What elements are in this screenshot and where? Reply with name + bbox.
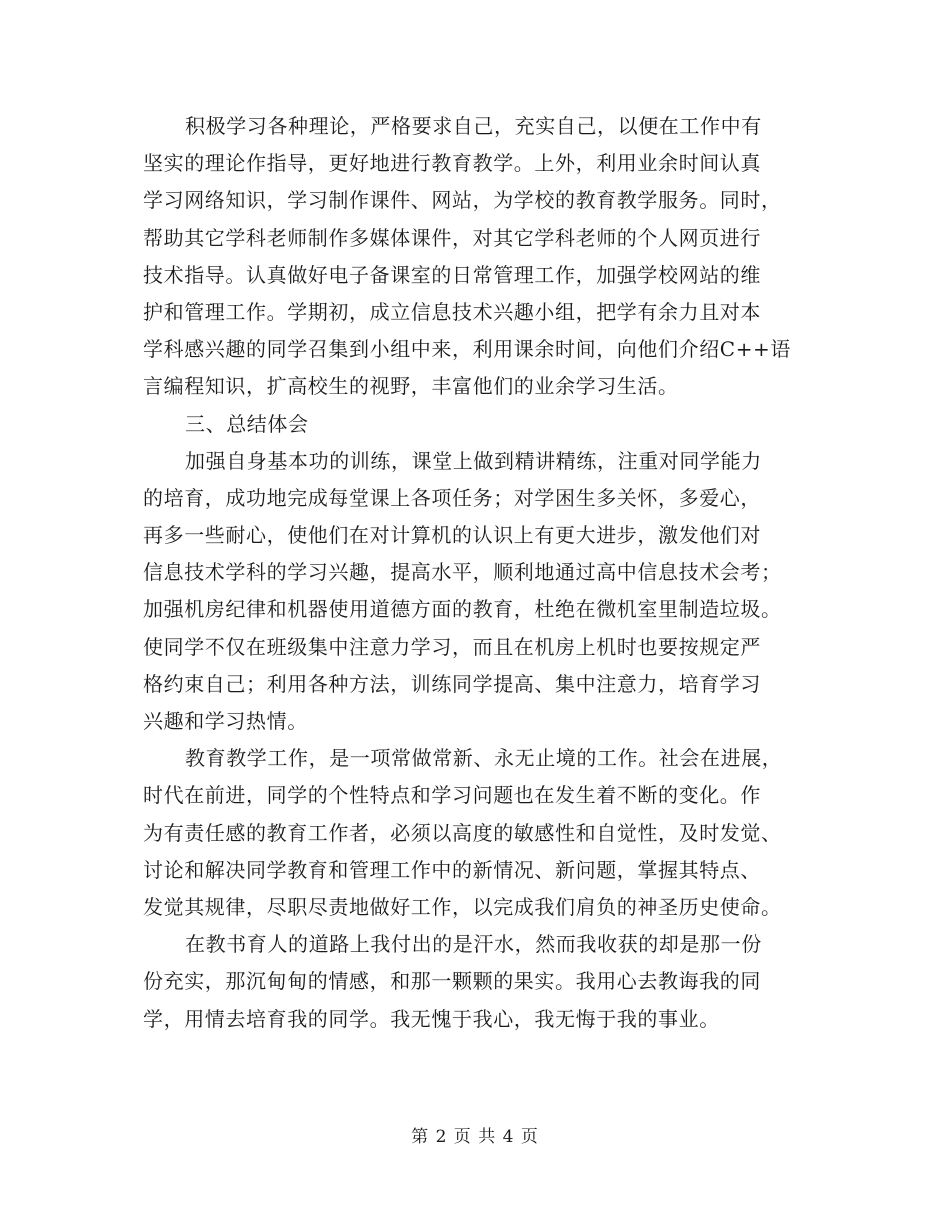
document-body xyxy=(143,108,823,1038)
paragraph-line: 兴趣和学习热情。 xyxy=(143,709,308,733)
paragraph-line: 帮助其它学科老师制作多媒体课件，对其它学科老师的个人网页进行 xyxy=(143,225,761,250)
paragraph-line: 学，用情去培育我的同学。我无愧于我心，我无悔于我的事业。 xyxy=(143,1006,720,1031)
page-number-footer: 第 2 页 共 4 页 xyxy=(411,1127,539,1147)
paragraph-line: 时代在前进，同学的个性特点和学习问题也在发生着不断的变化。作 xyxy=(143,783,761,808)
paragraph-line: 为有责任感的教育工作者，必须以高度的敏感性和自觉性，及时发觉、 xyxy=(143,820,782,845)
paragraph-line: 格约束自己；利用各种方法，训练同学提高、集中注意力，培育学习 xyxy=(143,671,761,696)
paragraph-line: 学习网络知识，学习制作课件、网站，为学校的教育教学服务。同时， xyxy=(143,188,782,213)
paragraph-line: 言编程知识，扩高校生的视野，丰富他们的业余学习生活。 xyxy=(143,374,679,399)
paragraph-line: 坚实的理论作指导，更好地进行教育教学。上外，利用业余时间认真 xyxy=(143,151,761,176)
paragraph-line: 信息技术学科的学习兴趣，提高水平，顺利地通过高中信息技术会考； xyxy=(143,560,782,585)
paragraph-line: 护和管理工作。学期初，成立信息技术兴趣小组，把学有余力且对本 xyxy=(143,299,761,324)
paragraph-line: 教育教学工作，是一项常做常新、永无止境的工作。社会在进展， xyxy=(185,746,783,771)
paragraph-line: 讨论和解决同学教育和管理工作中的新情况、新问题，掌握其特点、 xyxy=(143,857,761,882)
paragraph-line: 在教书育人的道路上我付出的是汗水，然而我收获的却是那一份 xyxy=(185,932,762,957)
paragraph-line: 技术指导。认真做好电子备课室的日常管理工作，加强学校网站的维 xyxy=(143,262,761,287)
section-heading: 三、总结体会 xyxy=(185,411,309,436)
paragraph-line: 份充实，那沉甸甸的情感，和那一颗颗的果实。我用心去教诲我的同 xyxy=(143,969,761,994)
paragraph-line: 学科感兴趣的同学召集到小组中来，利用课余时间，向他们介绍C++语 xyxy=(143,337,792,362)
paragraph-line: 发觉其规律，尽职尽责地做好工作，以完成我们肩负的神圣历史使命。 xyxy=(143,894,782,919)
paragraph-line: 积极学习各种理论，严格要求自己，充实自己，以便在工作中有 xyxy=(185,114,762,138)
paragraph-line: 加强机房纪律和机器使用道德方面的教育，杜绝在微机室里制造垃圾。 xyxy=(143,597,782,622)
paragraph-line: 使同学不仅在班级集中注意力学习，而且在机房上机时也要按规定严 xyxy=(143,634,761,659)
paragraph-line: 的培育，成功地完成每堂课上各项任务；对学困生多关怀，多爱心， xyxy=(143,485,761,510)
paragraph-line: 加强自身基本功的训练，课堂上做到精讲精练，注重对同学能力 xyxy=(185,448,762,473)
paragraph-line: 再多一些耐心，使他们在对计算机的认识上有更大进步，激发他们对 xyxy=(143,523,761,548)
